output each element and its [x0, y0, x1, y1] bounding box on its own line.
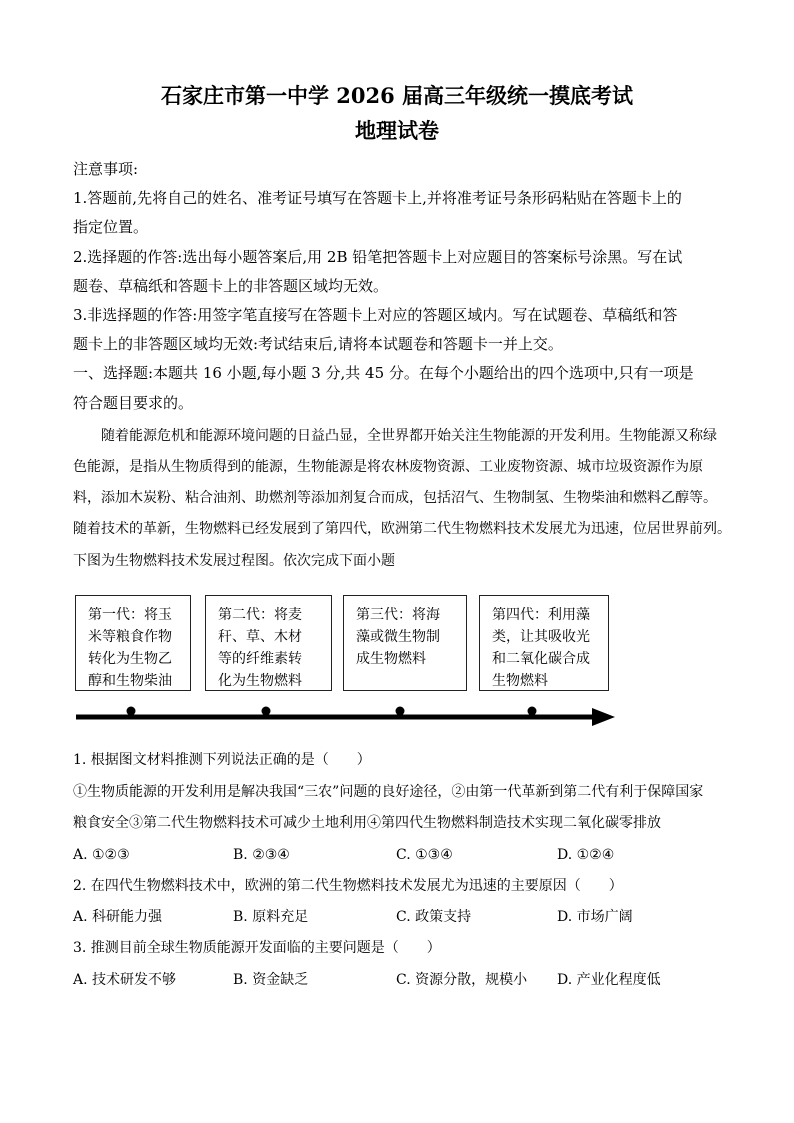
generation-box-2	[205, 595, 332, 691]
passage-line: 色能源，是指从生物质得到的能源，生物能源是将农林废物资源、工业废物资源、城市垃圾资源作为原	[73, 459, 703, 475]
timeline-dot	[127, 707, 136, 716]
question-statement: 粮食安全③第二代生物燃料技术可减少土地利用④第四代生物燃料制造技术实现二氧化碳零排放	[73, 815, 661, 831]
section-instruction: 一、选择题:本题共 16 小题,每小题 3 分,共 45 分。在每个小题给出的四个选项中,只有一项是	[73, 364, 694, 382]
notice-line: 指定位置。	[73, 218, 149, 236]
notice-line: 题卷、草稿纸和答题卡上的非答题区域均无效。	[73, 277, 389, 295]
box-text-line: 生物燃料	[492, 673, 548, 689]
option-c[interactable]: C. 政策支持	[396, 909, 472, 925]
option-b[interactable]: B. ②③④	[233, 847, 290, 863]
box-text-line: 藻或微生物制	[356, 629, 440, 645]
option-b[interactable]: B. 资金缺乏	[233, 972, 309, 988]
timeline-dot	[262, 707, 271, 716]
generation-box-4	[479, 595, 609, 691]
notice-heading: 注意事项:	[73, 160, 139, 178]
option-c[interactable]: C. ①③④	[396, 847, 453, 863]
box-text-line: 等的纤维素转	[218, 651, 302, 667]
notice-line: 1.答题前,先将自己的姓名、准考证号填写在答题卡上,并将准考证号条形码粘贴在答题卡上的	[73, 189, 682, 207]
option-d[interactable]: D. 市场广阔	[557, 909, 633, 925]
section-instruction: 符合题目要求的。	[73, 394, 194, 412]
box-text-line: 转化为生物乙	[88, 651, 172, 667]
box-text-line: 第二代：将麦	[218, 607, 302, 623]
passage-line: 下图为生物燃料技术发展过程图。依次完成下面小题	[73, 553, 395, 569]
box-text-line: 第一代：将玉	[88, 607, 172, 623]
timeline-arrowhead	[592, 708, 615, 726]
exam-subject: 地理试卷	[355, 118, 439, 143]
option-a[interactable]: A. ①②③	[73, 847, 130, 863]
option-a[interactable]: A. 技术研发不够	[73, 972, 177, 988]
box-text-line: 米等粮食作物	[88, 629, 172, 645]
box-text-line: 类，让其吸收光	[492, 629, 590, 645]
box-text-line: 和二氧化碳合成	[492, 651, 590, 667]
timeline-dot	[528, 707, 537, 716]
question-stem: 2. 在四代生物燃料技术中，欧洲的第二代生物燃料技术发展尤为迅速的主要原因（ ）	[73, 878, 623, 894]
timeline-arrow	[70, 700, 620, 734]
question-stem: 1. 根据图文材料推测下列说法正确的是（ ）	[73, 752, 371, 768]
exam-title: 石家庄市第一中学 2026 届高三年级统一摸底考试	[160, 83, 634, 108]
box-text-line: 第四代：利用藻	[492, 607, 590, 623]
option-c[interactable]: C. 资源分散，规模小	[396, 972, 528, 988]
notice-line: 题卡上的非答题区域均无效:考试结束后,请将本试题卷和答题卡一并上交。	[73, 335, 563, 353]
box-text-line: 化为生物燃料	[218, 673, 302, 689]
box-text-line: 第三代：将海	[356, 607, 440, 623]
option-a[interactable]: A. 科研能力强	[73, 909, 163, 925]
passage-line: 料，添加木炭粉、粘合油剂、助燃剂等添加剂复合而成，包括沼气、生物制氢、生物柴油和燃料乙醇等。	[73, 490, 717, 506]
option-d[interactable]: D. 产业化程度低	[557, 972, 661, 988]
notice-line: 3.非选择题的作答:用签字笔直接写在答题卡上对应的答题区域内。写在试题卷、草稿纸和答	[73, 306, 678, 324]
box-text-line: 成生物燃料	[356, 651, 426, 667]
generation-box-3	[343, 595, 467, 691]
option-b[interactable]: B. 原料充足	[233, 909, 309, 925]
passage-line: 随着能源危机和能源环境问题的日益凸显，全世界都开始关注生物能源的开发利用。生物能源又称绿	[101, 428, 717, 444]
notice-line: 2.选择题的作答:选出每小题答案后,用 2B 铅笔把答题卡上对应题目的答案标号涂黑。写在试	[73, 248, 683, 266]
passage-line: 随着技术的革新，生物燃料已经发展到了第四代，欧洲第二代生物燃料技术发展尤为迅速，位居世界前列。	[73, 521, 731, 537]
option-d[interactable]: D. ①②④	[557, 847, 615, 863]
question-stem: 3. 推测目前全球生物质能源开发面临的主要问题是（ ）	[73, 940, 441, 956]
generation-box-1	[75, 595, 191, 691]
box-text-line: 醇和生物柴油	[88, 673, 172, 689]
box-text-line: 秆、草、木材	[218, 629, 302, 645]
timeline-dot	[396, 707, 405, 716]
question-statement: ①生物质能源的开发利用是解决我国“三农”问题的良好途径，②由第一代革新到第二代有利于保障国家	[73, 784, 704, 800]
